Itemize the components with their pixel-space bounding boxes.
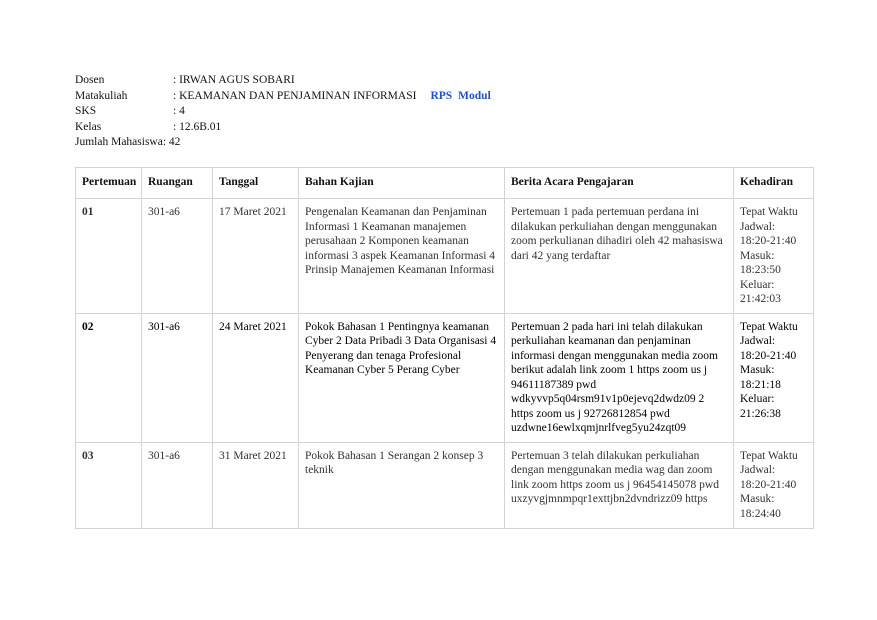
kehadiran-masuk-label: Masuk: bbox=[740, 493, 775, 505]
dosen-value: : IRWAN AGUS SOBARI bbox=[173, 74, 295, 86]
kehadiran-cell bbox=[734, 442, 814, 528]
sks-row bbox=[75, 104, 491, 120]
kelas-value: : 12.6B.01 bbox=[173, 120, 222, 133]
matakuliah-row bbox=[75, 89, 491, 105]
table-row bbox=[76, 313, 814, 442]
kehadiran-masuk-label: Masuk: bbox=[740, 364, 775, 376]
tanggal-cell: 17 Maret 2021 bbox=[213, 199, 299, 314]
berita-acara-cell: Pertemuan 3 telah dilakukan perkuliahan dengan menggunakan media wag dan zoom link zoom https zoom us j 96454145078 pwd uxzyvgjmnmpqr1exttjbn2dvndrizz09 https bbox=[505, 442, 734, 528]
kehadiran-masuk: 18:23:50 bbox=[740, 264, 781, 276]
ruangan-cell: 301-a6 bbox=[142, 199, 213, 314]
table-header-row bbox=[76, 168, 814, 199]
header-bahan-kajian: Bahan Kajian bbox=[299, 168, 505, 199]
rps-link[interactable]: RPS bbox=[430, 89, 453, 102]
header-kehadiran: Kehadiran bbox=[734, 168, 814, 199]
kehadiran-keluar: 21:26:38 bbox=[740, 407, 781, 420]
kehadiran-masuk-label: Masuk: bbox=[740, 249, 775, 262]
berita-acara-cell: Pertemuan 2 pada hari ini telah dilakukan perkuliahan keamanan dan penjaminan informasi dengan menggunakan media zoom berikut adalah link zoom 1 https zoom us j 94611187389 pwd wdkyvvp5q04rsm91v1p0ejevq2dwdz09 2 https zoom us j 92726812854 pwd uzdwne16ewlxqmjnrlfveg5yu24zqt09 bbox=[505, 313, 734, 442]
table-row bbox=[76, 199, 814, 314]
kehadiran-keluar-label: Keluar: bbox=[740, 278, 775, 291]
kehadiran-status: Tepat Waktu bbox=[740, 449, 798, 462]
kehadiran-jadwal: 18:20-21:40 bbox=[740, 235, 797, 247]
header-berita-acara: Berita Acara Pengajaran bbox=[505, 168, 734, 199]
pertemuan-cell: 03 bbox=[76, 442, 142, 528]
table-row bbox=[76, 442, 814, 528]
sks-label: SKS bbox=[75, 105, 97, 117]
course-info bbox=[75, 73, 491, 151]
kehadiran-jadwal: 18:20-21:40 bbox=[740, 478, 797, 491]
dosen-row bbox=[75, 73, 491, 89]
sks-value: : 4 bbox=[173, 105, 185, 117]
kehadiran-keluar-label: Keluar: bbox=[740, 393, 775, 405]
kelas-label: Kelas bbox=[75, 120, 102, 133]
kehadiran-masuk: 18:24:40 bbox=[740, 507, 781, 520]
kehadiran-cell bbox=[734, 313, 814, 442]
kehadiran-masuk: 18:21:18 bbox=[740, 378, 781, 391]
kehadiran-jadwal-label: Jadwal: bbox=[740, 464, 776, 476]
tanggal-cell: 24 Maret 2021 bbox=[213, 313, 299, 442]
tanggal-cell: 31 Maret 2021 bbox=[213, 442, 299, 528]
bahan-kajian-cell: Pengenalan Keamanan dan Penjaminan Informasi 1 Keamanan manajemen perusahaan 2 Komponen keamanan informasi 3 aspek Keamanan Informasi 4 Prinsip Manajemen Keamanan Informasi bbox=[299, 199, 505, 314]
kehadiran-status: Tepat Waktu bbox=[740, 320, 798, 333]
jumlah-label: Jumlah Mahasiswa bbox=[75, 136, 163, 148]
ruangan-cell: 301-a6 bbox=[142, 313, 213, 442]
attendance-table bbox=[75, 167, 814, 529]
jumlah-value: : 42 bbox=[162, 136, 181, 148]
kelas-row bbox=[75, 120, 491, 136]
modul-link[interactable]: Modul bbox=[458, 89, 491, 102]
matakuliah-value: : KEAMANAN DAN PENJAMINAN INFORMASI bbox=[173, 89, 417, 102]
dosen-label: Dosen bbox=[75, 74, 105, 86]
ruangan-cell: 301-a6 bbox=[142, 442, 213, 528]
kehadiran-cell bbox=[734, 199, 814, 314]
bahan-kajian-cell: Pokok Bahasan 1 Serangan 2 konsep 3 teknik bbox=[299, 442, 505, 528]
kehadiran-keluar: 21:42:03 bbox=[740, 293, 781, 305]
kehadiran-jadwal: 18:20-21:40 bbox=[740, 349, 797, 362]
bahan-kajian-cell: Pokok Bahasan 1 Pentingnya keamanan Cyber 2 Data Pribadi 3 Data Organisasi 4 Penyerang dan tenaga Profesional Keamanan Cyber 5 Perang Cyber bbox=[299, 313, 505, 442]
header-ruangan: Ruangan bbox=[142, 168, 213, 199]
pertemuan-cell: 02 bbox=[76, 313, 142, 442]
header-pertemuan: Pertemuan bbox=[76, 168, 142, 199]
jumlah-row bbox=[75, 135, 491, 151]
kehadiran-status: Tepat Waktu bbox=[740, 206, 798, 218]
matakuliah-label: Matakuliah bbox=[75, 89, 128, 102]
header-tanggal: Tanggal bbox=[213, 168, 299, 199]
pertemuan-cell: 01 bbox=[76, 199, 142, 314]
kehadiran-jadwal-label: Jadwal: bbox=[740, 220, 776, 233]
kehadiran-jadwal-label: Jadwal: bbox=[740, 335, 776, 347]
berita-acara-cell: Pertemuan 1 pada pertemuan perdana ini dilakukan perkuliahan dengan menggunakan zoom perkulianan dihadiri oleh 42 mahasiswa dari 42 yang terdaftar bbox=[505, 199, 734, 314]
